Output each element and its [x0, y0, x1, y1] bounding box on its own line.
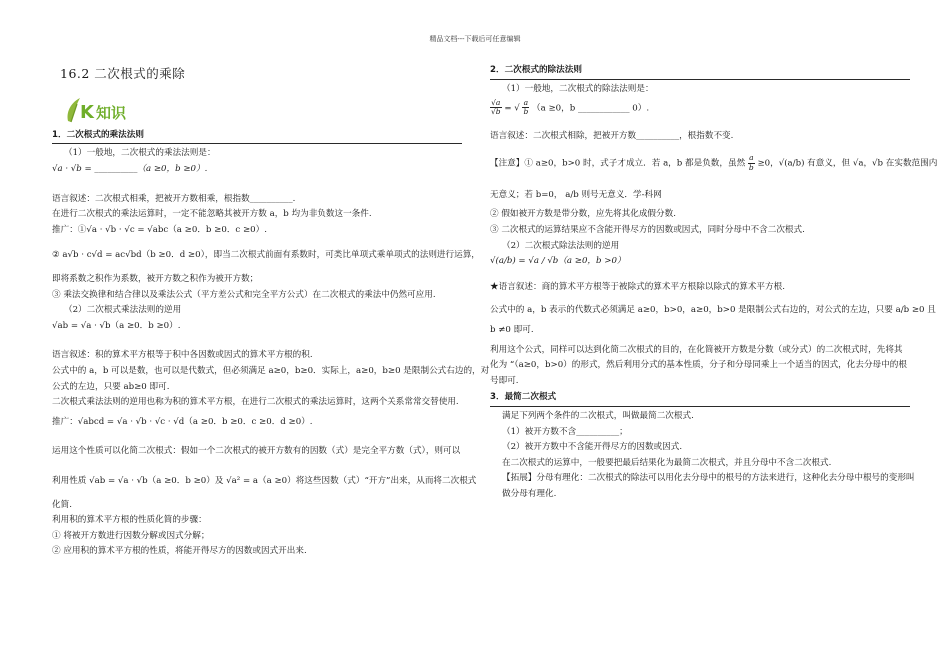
text-line: ③ 二次根式的运算结果应不含能开得尽方的因数或因式，同时分母中不含二次根式. [490, 224, 805, 235]
fraction: $\frac{a}{b}$ [523, 98, 529, 117]
text-line: 满足下列两个条件的二次根式，叫做最简二次根式. [502, 410, 694, 421]
text-line: ② 应用积的算术平方根的性质，将能开得尽方的因数或因式开出来. [52, 546, 307, 557]
fraction: $\frac{√a}{√b}$ [491, 98, 501, 117]
text-line: 号即可. [490, 375, 519, 386]
section-heading-division: 2．二次根式的除法法则 [490, 64, 910, 80]
text-line: 语言叙述：二次根式相乘，把被开方数相乘，根指数__________. [52, 193, 296, 204]
logo-text: 知识 [96, 103, 127, 122]
text-line: 【注意】① a≥0，b>0 时，式子才成立．若 a，b 都是负数，虽然 $\frac{a}{b}$ ≥0，√(a/b) 有意义，但 √a，√b 在实数范围内 [490, 153, 938, 172]
text-line: 利用这个公式，同样可以达到化简二次根式的目的，在化简被开方数是分数（或分式）的二次根式时，先将其 [490, 344, 903, 355]
svg-text:K: K [80, 101, 94, 123]
text-line: b ≠0 即可. [490, 324, 534, 335]
text-line: 语言叙述：二次根式相除，把被开方数__________，根指数不变. [490, 130, 734, 141]
formula-line: 推广：①√a · √b · √c = √abc（a ≥0．b ≥0．c ≥0）. [52, 224, 267, 235]
text-line: 利用积的算术平方根的性质化简的步骤： [52, 515, 207, 526]
text-line: 化为 “（a≥0，b>0）的形式，然后利用分式的基本性质，分子和分母同乘上一个适当的因式，化去分母中的根 [490, 360, 907, 371]
lesson-title: 16.2 二次根式的乘除 [60, 66, 186, 81]
text-line: 在进行二次根式的乘法运算时，一定不能忽略其被开方数 a，b 均为非负数这一条件. [52, 209, 372, 220]
right-column [490, 60, 938, 500]
text-line: （1）被开方数不含__________； [502, 426, 628, 437]
text-line: ③ 乘法交换律和结合律以及乘法公式（平方差公式和完全平方公式）在二次根式的乘法中仍然可应用. [52, 289, 436, 300]
left-column [52, 60, 490, 558]
text-line: ① 将被开方数进行因数分解或因式分解； [52, 530, 210, 541]
text-line: 做分母有理化. [502, 488, 557, 499]
text-line: 公式中的 a，b 可以是数，也可以是代数式，但必须满足 a≥0，b≥0．实际上，a≥0，b≥0 是限制公式右边的，对 [52, 366, 490, 376]
section-heading-multiplication: 1．二次根式的乘法法则 [52, 129, 462, 145]
text-line: ★语言叙述：商的算术平方根等于被除式的算术平方根除以除式的算术平方根. [490, 281, 785, 292]
text-line: （2）二次根式乘法法则的逆用 [64, 305, 182, 316]
header-note: 精品文档---下载后可任意编辑 [429, 35, 521, 43]
formula-line: √(a/b) = √a / √b（a ≥0，b >0） [490, 256, 626, 267]
text-line: 公式的左边，只要 ab≥0 即可. [52, 381, 170, 392]
text-line: 化简. [52, 499, 72, 510]
text-line: 二次根式乘法法则的逆用也称为积的算术平方根，在进行二次根式的乘法运算时，这两个关系常常交替使用. [52, 397, 459, 408]
text-line: 公式中的 a，b 表示的代数式必须满足 a≥0，b>0，a≥0，b>0 是限制公式右边的，对公式的左边，只要 a/b ≥0 且 [490, 305, 936, 316]
text-line: 运用这个性质可以化简二次根式：假如一个二次根式的被开方数有的因数（式）是完全平方数（式），则可以 [52, 446, 461, 457]
text-line: 无意义；若 b=0， a/b 则号无意义．学-科网 [490, 189, 662, 200]
fraction: $\frac{a}{b}$ [748, 153, 754, 172]
text-line: 【拓展】分母有理化：二次根式的除法可以用化去分母中的根号的方法来进行，这种化去分母中根号的变形叫 [502, 473, 915, 484]
text-line: （2）二次根式除法法则的逆用 [502, 240, 620, 251]
formula-line: 推广：√abcd = √a · √b · √c · √d（a ≥0．b ≥0．c ≥0．d ≥0）. [52, 416, 313, 427]
section-heading-simplest-radical: 3．最简二次根式 [490, 391, 910, 407]
text-line: 语言叙述：积的算术平方根等于积中各因数或因式的算术平方根的积. [52, 350, 313, 361]
text-line: （2）被开方数中不含能开得尽方的因数或因式. [502, 442, 683, 453]
formula-line: $\frac{√a}{√b}$ = √ $\frac{a}{b}$ （a ≥0，b ____________ 0）. [491, 98, 650, 117]
formula-line: √a · √b = __________（a ≥0，b ≥0）. [52, 164, 208, 175]
formula-line: 利用性质 √ab = √a · √b（a ≥0．b ≥0）及 √a² = a（a ≥0）将这些因数（式）“开方”出来，从而将二次根式 [52, 475, 477, 486]
text-line: ② 假如被开方数是带分数，应先将其化成假分数. [490, 209, 676, 220]
formula-line: √ab = √a · √b（a ≥0．b ≥0）. [52, 320, 181, 331]
leaf-logo-icon [62, 95, 142, 125]
text-line: 即将系数之积作为系数，被开方数之积作为被开方数； [52, 274, 259, 285]
text-line: 在二次根式的运算中，一般要把最后结果化为最简二次根式，并且分母中不含二次根式. [502, 457, 832, 468]
text-line: （1）一般地，二次根式的除法法则是： [502, 83, 654, 94]
knowledge-logo [62, 95, 462, 125]
formula-line: ② a√b · c√d = ac√bd（b ≥0．d ≥0），即当二次根式前面有系数时，可类比单项式乘单项式的法则进行运算， [52, 250, 480, 261]
text-line: （1）一般地，二次根式的乘法法则是： [64, 148, 216, 159]
